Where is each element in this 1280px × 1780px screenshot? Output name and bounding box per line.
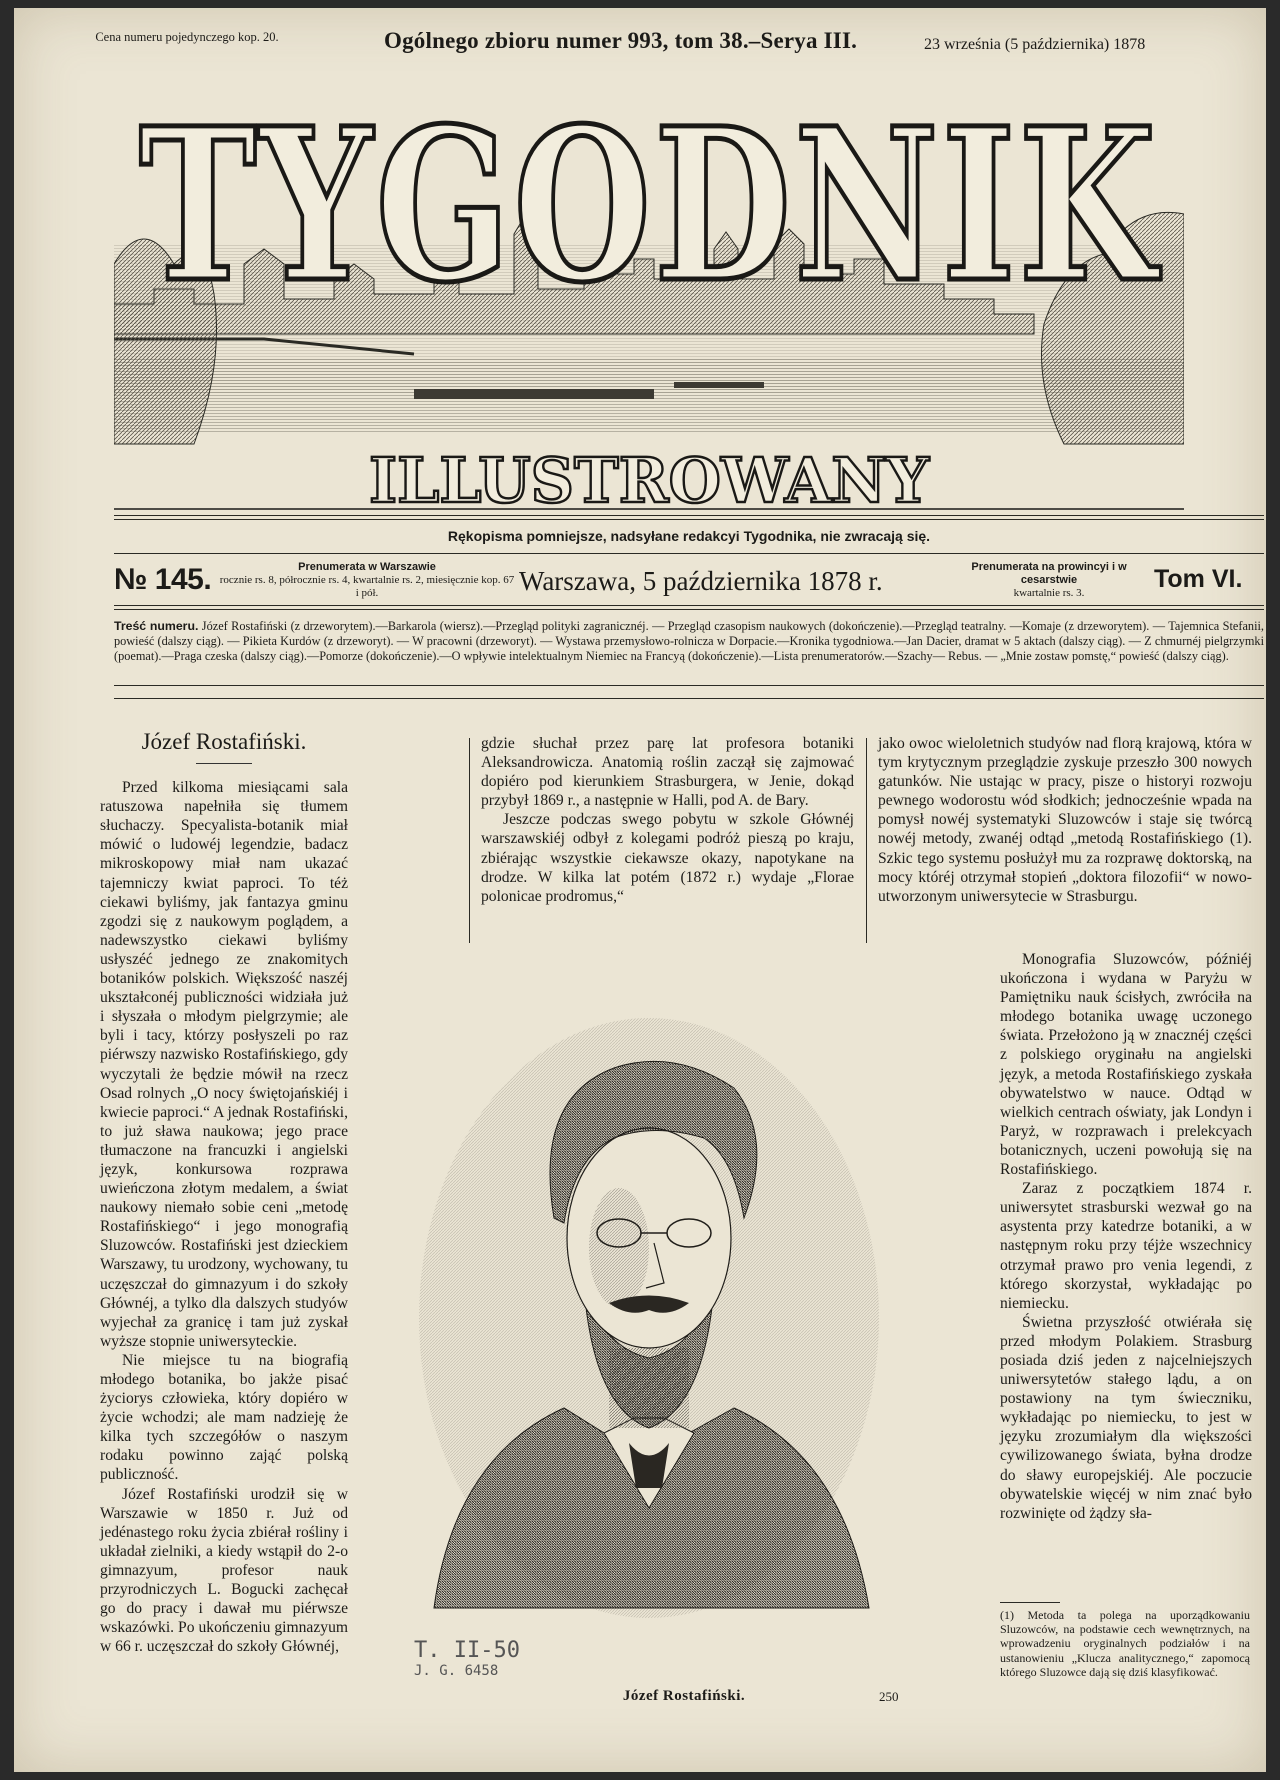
masthead-engraving: [114, 64, 1184, 534]
volume: Tom VI.: [1154, 565, 1243, 593]
paragraph: jako owoc wieloletnich studyów nad florą krajową, która w tym krytycznym przeglądzie zyskuje przeszło 300 nowych gatunków. Nie ustając w pracy, pisze o historyi rozwoju pewnego wodorostu wód słodkich; jednocześnie wpada na pomysł nowéj systematyki Sluzowców i staje się twórcą nowéj metody, zwanéj odtąd „metodą Rostafińskiego (1). Szkic tego systemu posłużył mu za rozprawę doktorską, na mocy któréj otrzymał stopień „doktora filozofii“ w nowo-utworzonym uniwersytecie w Strasburgu.: [878, 735, 1252, 905]
paragraph: Świetna przyszłość otwiérała się przed młodym Polakiem. Strasburg posiada dziś jeden z najcelniejszych uniwersytetów stałego lądu, a on postawiony na tym świeczniku, wykładając po niemiecku, to jest w języku zrozumiałym dla większości cywilizowanego świata, byłna drodze do sławy europejskiéj. Ale poczucie obywatelskie więcéj w nim znać było rozwinięte od żądzy sła-: [1000, 1313, 1252, 1522]
rule: [114, 519, 1264, 520]
article-column-3-top: [878, 734, 1252, 906]
paragraph: Przed kilkoma miesiącami sala ratuszowa napełniła się tłumem słuchaczy. Specyalista-botanik miał mówić o ludowéj legendzie, badacz mikroskopowy miał nam ukazać tajemniczy kwiat paproci. To téż ciekawi byliśmy, jak fantazya gminu zgodzi się z naukowym poglądem, a nadewszystko ciekawi byliśmy usłyszéć jednego ze znakomitych botaników polskich. Większość naszéj ukształconéj publiczności widziała już i słyszała o młodym pielgrzymie; ale byli i tacy, którzy posłyszeli po raz piérwszy nazwisko Rostafińskiego, gdy wyczytali że będzie mówił na rzecz Osad rolnych „O nocy świętojańskiéj i kwiecie paproci.“ A jednak Rostafiński, to już sława naukowa; jego prace tłumaczone na francuzki i angielski język, konkursowa rozprawa uwieńczona złotym medalem, a świat naukowy niemało sobie ceni „metodę Rostafińskiego“ i jego monografią Sluzowców. Rostafiński jest dzieckiem Warszawy, tu urodzony, wychowany, tu uczęszczał do gimnazyum i do szkoły Głównéj, a tylko dla dalszych studyów wyjechał za granicę i tam już zyskał wyższe stopnie uniwersyteckie.: [100, 779, 348, 1350]
article-column-3: [1000, 950, 1252, 1523]
title-divider: [196, 763, 252, 764]
paragraph: Józef Rostafiński urodził się w Warszawie w 1850 r. Już od jedénastego roku życia zbiérał rośliny i układał zielniki, a kiedy wstąpił do 2-o gimnazyum, profesor nauk przyrodniczych L. Bogucki zachęcał go do pracy i dawał mu piérwsze wskazówki. Po ukończeniu gimnazyum w 66 r. uczęszczał do szkoły Głównéj,: [100, 1485, 348, 1656]
newspaper-page: [14, 8, 1266, 1772]
rule: [114, 685, 1264, 686]
rule: [114, 609, 1264, 610]
table-of-contents: [114, 619, 1264, 664]
column-divider: [866, 738, 867, 943]
footnote: (1) Metoda ta polega na uporządkowaniu Sluzowców, na podstawie cech wewnętrznych, na wprowadzeniu oryginalnych podziałów i na ustanowieniu „Klucza analitycznego,“ zapomocą którego Sluzowce dają się dziś klasyfikować.: [1000, 1608, 1250, 1679]
subscription-province-body: kwartalnie rs. 3.: [1013, 587, 1085, 599]
paragraph: Monografia Sluzowców, późniéj ukończona i wydana w Paryżu w Pamiętniku nauk ścisłych, zwróciła na młodego botanika uwagę uczonego świata. Przełożono ją w znacznéj części z polskiego oryginału na angielski język, a metoda Rostafińskiego zyskała obywatelstwo w nauce. Odtąd w wielkich centrach oświaty, jak Londyn i Paryż, w rozprawach i prelekcyach botanicznych, uczeni powołują się na Rostafińskiego.: [1000, 951, 1252, 1179]
city-date: Warszawa, 5 października 1878 r.: [519, 566, 883, 596]
stamp-line-1: T. II-50: [414, 1638, 520, 1663]
subscription-province-head: Prenumerata na prowincyi i w cesarstwie: [971, 561, 1127, 586]
paragraph: Jeszcze podczas swego pobytu w szkole Głównéj warszawskiéj odbył z kolegami podróż pieszą po kraju, zbiérając wszystkie ciekawsze okazy, napotykane na drodze. W kilka lat potém (1872 r.) wydaje „Florae polonicae prodromus,“: [481, 811, 854, 905]
article-title: Józef Rostafiński.: [141, 729, 307, 754]
issue-line: Ogólnego zbioru numer 993, tom 38.–Serya III.: [384, 28, 858, 53]
rule: [114, 605, 1264, 606]
paragraph: Zaraz z początkiem 1874 r. uniwersytet strasburski wezwał go na asystenta przy katedrze botaniki, a w następnym roku przy téjże wszechnicy otrzymał prawo pro venia legendi, z którego skorzystał, wykładając po niemiecku.: [1000, 1180, 1252, 1312]
rule: [114, 698, 1264, 699]
toc-text: Józef Rostafiński (z drzeworytem).—Barkarola (wiersz).—Przegląd polityki zagranicznéj. — Przegląd czasopism naukowych (dokończenie).—Przegląd teatralny. —Komaje (z drzeworytem). — Tajemnica Stefanii, powieść (dalszy ciąg). — Pikieta Kurdów (z drzeworyt). — W pracowni (drzeworyt). — Wystawa przemysłowo-rolnicza w Dorpacie.—Kronika tygodniowa.—Jan Dacier, dramat w 5 aktach (dalszy ciąg). — Z chmurnéj pielgrzymki (poemat).—Praga czeska (dalszy ciąg).—Pomorze (dokończenie).—O wpływie intelektualnym Niemiec na Francyą (dokończenie).—Lista prenumeratorów.—Szachy— Rebus. — „Mnie zostaw pomstę,“ powieść (dalszy ciąg).: [114, 619, 1264, 663]
page-number: 250: [879, 1689, 899, 1704]
paragraph: gdzie słuchał przez parę lat profesora botaniki Aleksandrowicza. Anatomią roślin zaczął się zajmować dopiéro pod kierunkiem Strasburgera, w Jenie, dokąd przybył 1869 r., a następnie w Halli, pod A. de Bary.: [481, 735, 854, 810]
subscription-warsaw-head: Prenumerata w Warszawie: [298, 561, 436, 573]
article-column-1: [100, 729, 348, 1656]
rule: [114, 515, 1264, 516]
portrait-engraving: [414, 988, 884, 1618]
notice: Rękopisma pomniejsze, nadsyłane redakcyi Tygodnika, nie zwracają się.: [447, 528, 931, 544]
subscription-warsaw-body: rocznie rs. 8, półrocznie rs. 4, kwartalnie rs. 2, miesięcznie kop. 67 i pół.: [219, 574, 515, 599]
paragraph: Nie miejsce tu na biografią młodego botanika, bo jakże pisać życiorys człowieka, który dopiéro w życie wchodzi; ale mam nadzieję że kilka tych szczegółów o naszym rodaku powinno zająć polską publiczność.: [100, 1351, 348, 1484]
article-column-2: [481, 734, 854, 906]
date-top: 23 września (5 października) 1878: [924, 36, 1146, 53]
toc-label: Treść numeru.: [114, 619, 199, 633]
subscription-warsaw: [217, 561, 517, 600]
rule: [114, 553, 1264, 554]
title-illustrowany: ILLUSTROWANY: [369, 444, 930, 517]
subscription-province: [954, 561, 1144, 600]
column-divider: [469, 738, 470, 943]
price-note: Cena numeru pojedynczego kop. 20.: [95, 30, 279, 44]
portrait-caption: Józef Rostafiński.: [622, 1688, 746, 1704]
footnote-rule: [1000, 1602, 1060, 1603]
stamp-line-2: J. G. 6458: [414, 1663, 499, 1679]
title-tygodnik: TYGODNIK: [139, 82, 1161, 329]
archive-stamp: [414, 1638, 520, 1679]
issue-number: № 145.: [114, 563, 212, 596]
